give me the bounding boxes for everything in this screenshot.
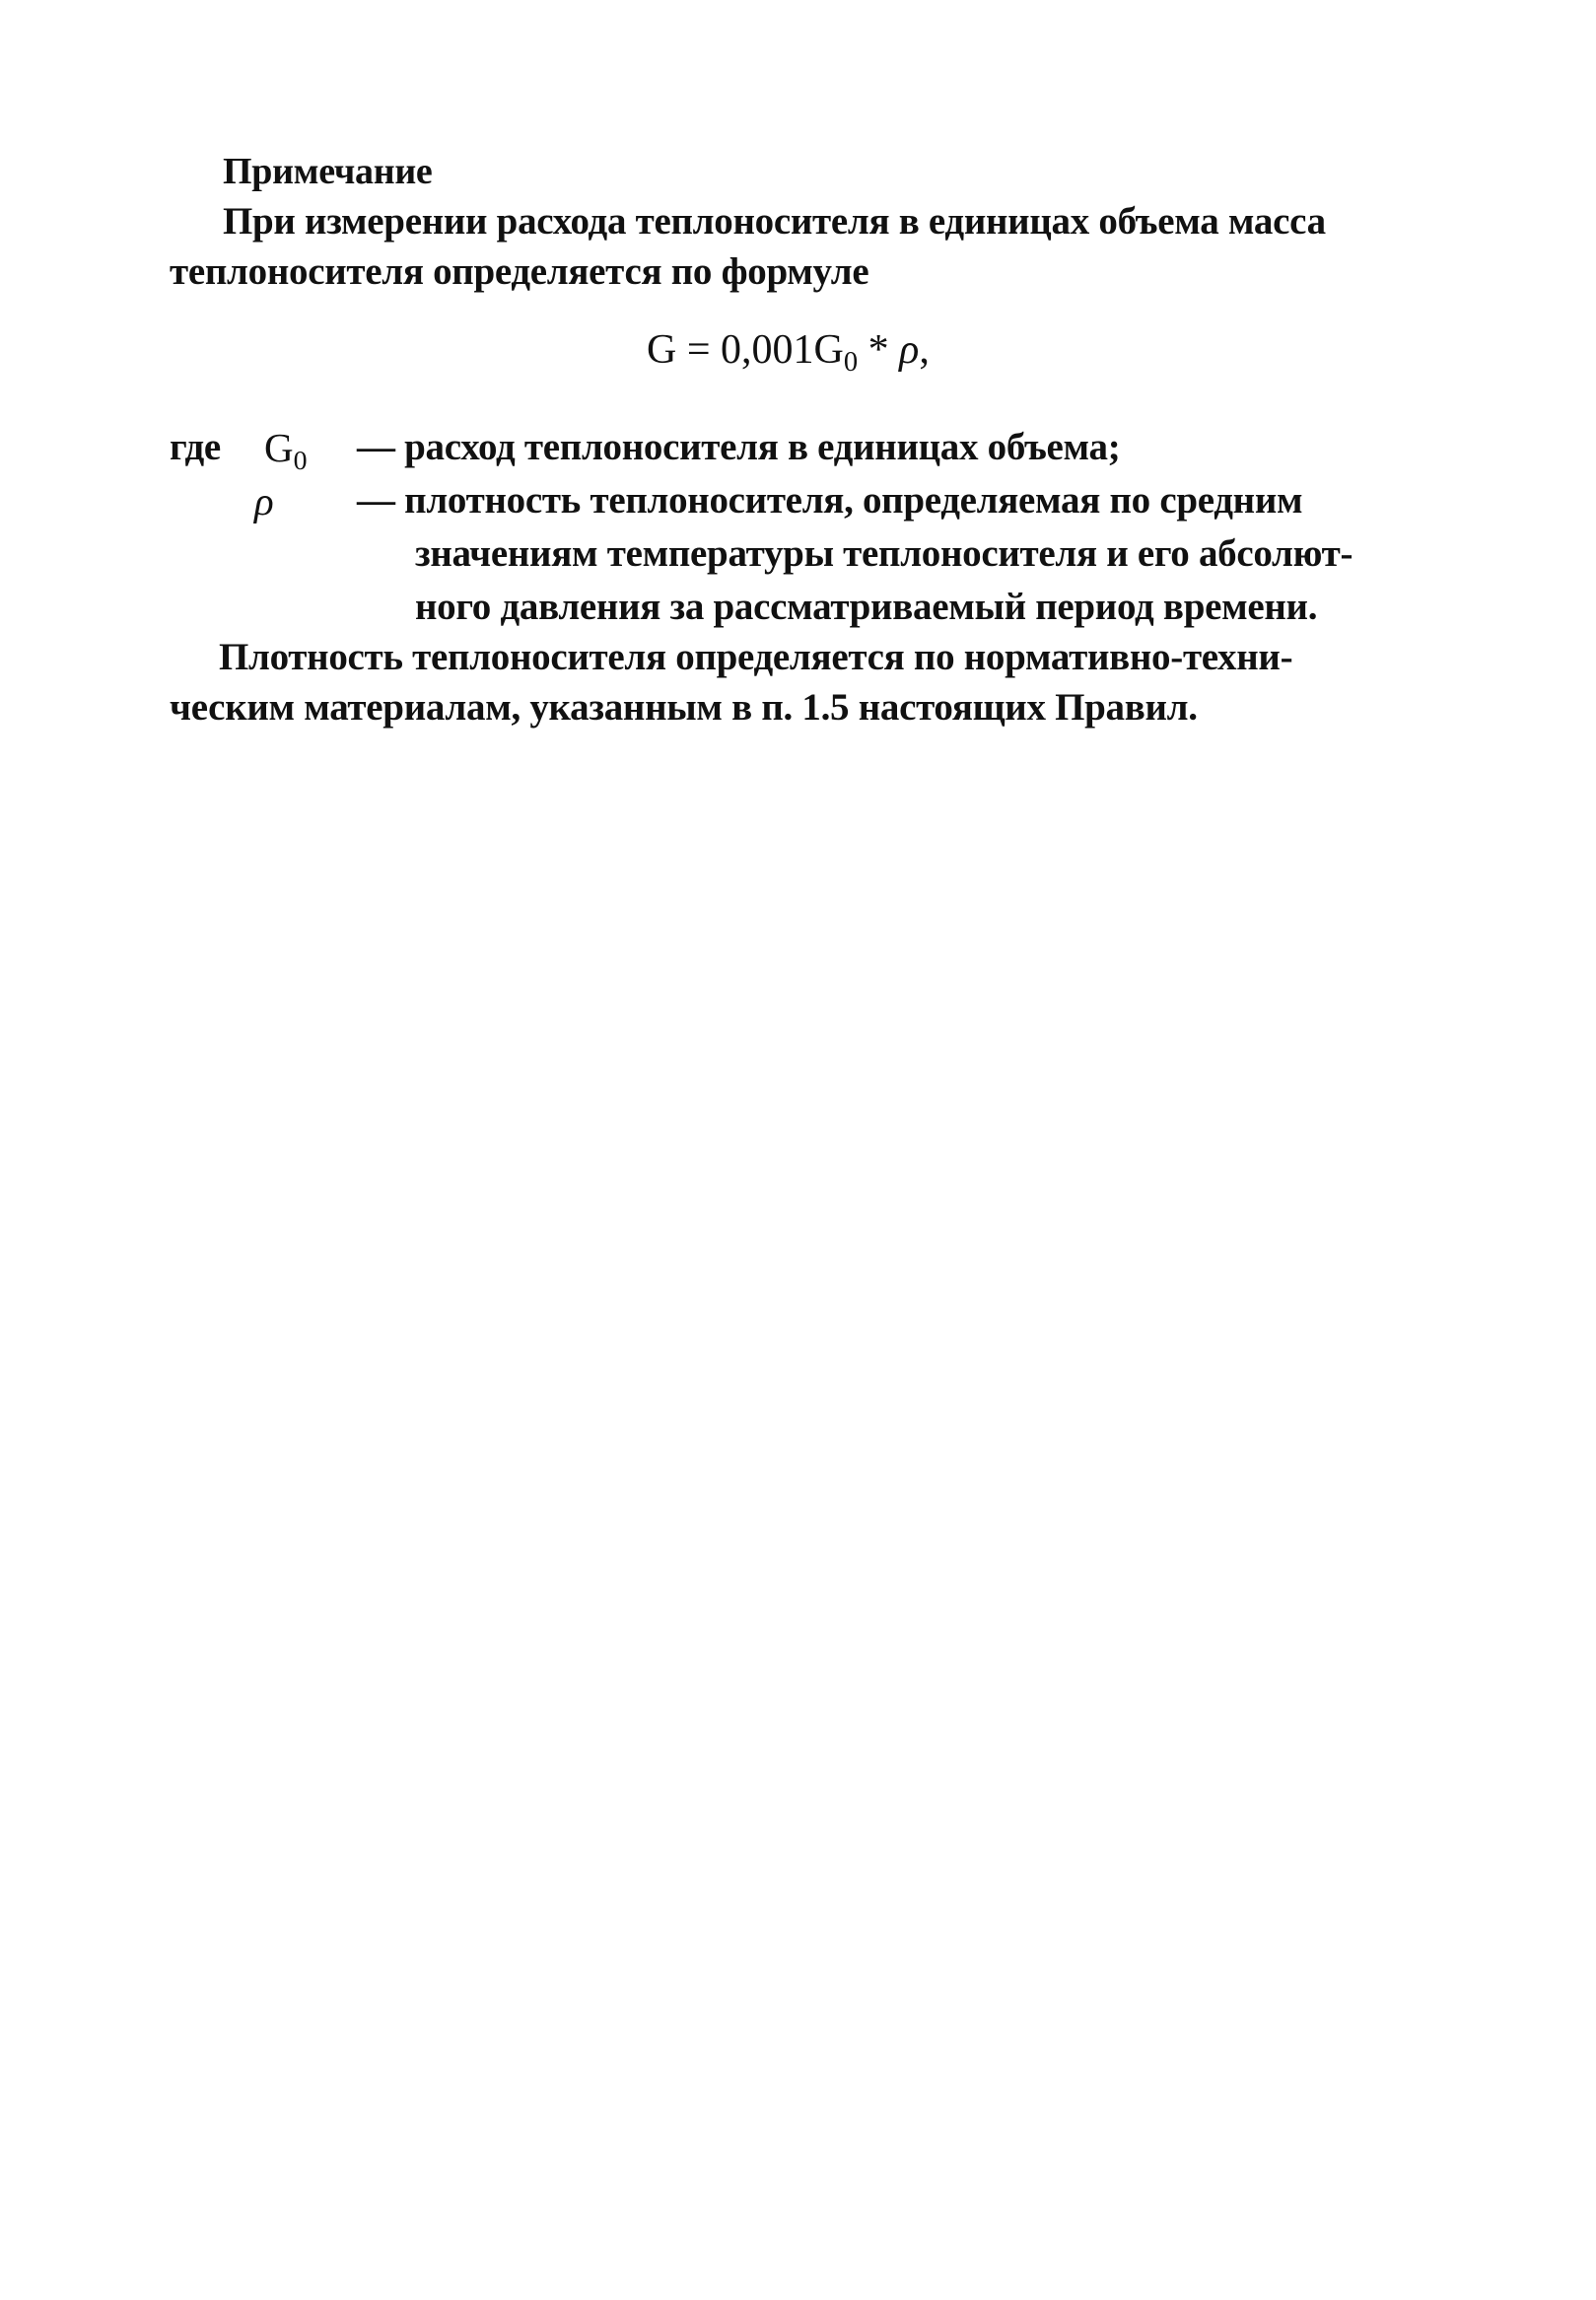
note-paragraph-line-1: При измерении расхода теплоносителя в единицах объема масса [223,200,1326,243]
definition-rho-text-line-3: ного давления за рассматриваемый период времени. [415,586,1318,628]
definition-g0-symbol [264,424,308,476]
g0-letter: G [264,425,294,470]
definition-rho-symbol: ρ [254,478,274,523]
definition-where-label: где [170,426,221,468]
closing-line-1: Плотность теплоносителя определяется по нормативно-техни- [219,636,1293,678]
closing-line-2: ческим материалам, указанным в п. 1.5 настоящих Правил. [170,686,1198,729]
g0-subscript: 0 [293,445,308,476]
formula-trail: , [919,327,930,373]
formula-operator: * [867,327,889,373]
formula-coefficient: 0,001G [721,327,844,373]
definition-rho-text-line-2: значениям температуры теплоносителя и его абсолют- [415,532,1353,575]
formula-rho: ρ [899,327,920,373]
formula-equals: = [686,327,711,373]
definition-rho-text-line-1: — плотность теплоносителя, определяемая по средним [357,479,1303,522]
formula-subscript: 0 [843,346,859,378]
note-paragraph-line-2: теплоносителя определяется по формуле [170,250,869,293]
note-heading: Примечание [223,151,433,192]
definition-g0-text: — расход теплоносителя в единицах объема; [357,426,1121,468]
mass-formula [647,324,930,376]
formula-lhs: G [647,327,677,373]
